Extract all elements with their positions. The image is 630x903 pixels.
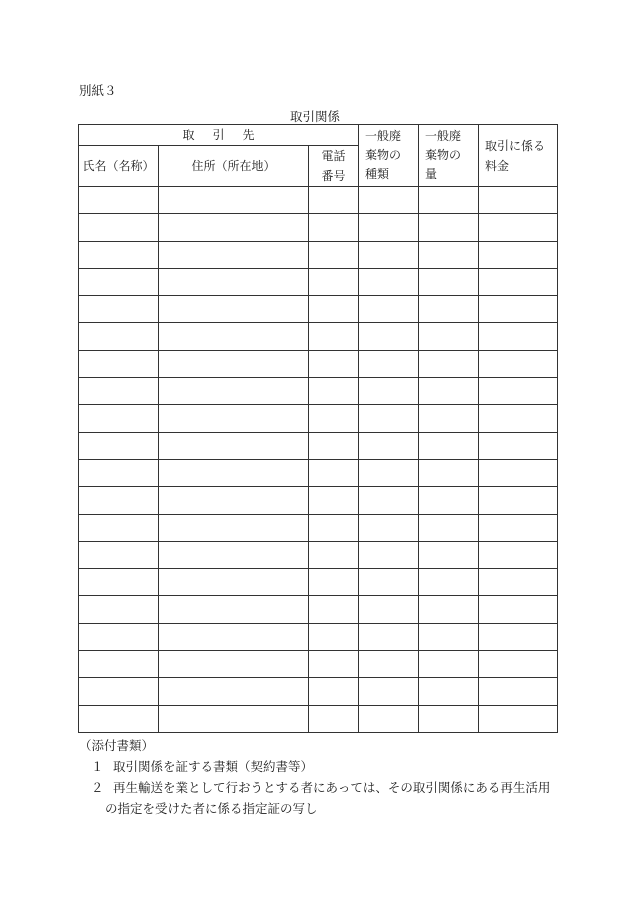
- table-row: [79, 432, 558, 459]
- cell-waste-amount: [419, 705, 479, 732]
- table-row: [79, 623, 558, 650]
- cell-address: [159, 432, 309, 459]
- cell-name: [79, 350, 159, 377]
- cell-waste-amount: [419, 487, 479, 514]
- cell-address: [159, 214, 309, 241]
- cell-phone: [309, 214, 359, 241]
- cell-waste-type: [359, 432, 419, 459]
- cell-fee: [479, 187, 558, 214]
- cell-name: [79, 187, 159, 214]
- table-row: [79, 705, 558, 732]
- cell-fee: [479, 405, 558, 432]
- cell-name: [79, 514, 159, 541]
- cell-waste-type: [359, 541, 419, 568]
- cell-phone: [309, 378, 359, 405]
- cell-name: [79, 541, 159, 568]
- header-waste-type: 一般廃 棄物の 種類: [359, 125, 419, 187]
- cell-name: [79, 214, 159, 241]
- cell-name: [79, 678, 159, 705]
- cell-name: [79, 432, 159, 459]
- cell-name: [79, 705, 159, 732]
- cell-address: [159, 487, 309, 514]
- document-title: 取引関係: [289, 109, 340, 124]
- cell-address: [159, 268, 309, 295]
- cell-fee: [479, 514, 558, 541]
- cell-address: [159, 678, 309, 705]
- cell-waste-type: [359, 514, 419, 541]
- cell-phone: [309, 623, 359, 650]
- cell-fee: [479, 623, 558, 650]
- cell-phone: [309, 296, 359, 323]
- table-row: [79, 378, 558, 405]
- cell-phone: [309, 678, 359, 705]
- cell-name: [79, 296, 159, 323]
- cell-waste-amount: [419, 514, 479, 541]
- cell-name: [79, 596, 159, 623]
- cell-address: [159, 705, 309, 732]
- cell-waste-type: [359, 241, 419, 268]
- cell-fee: [479, 268, 558, 295]
- table-row: [79, 268, 558, 295]
- cell-waste-type: [359, 623, 419, 650]
- cell-waste-amount: [419, 378, 479, 405]
- table-row: [79, 678, 558, 705]
- cell-phone: [309, 459, 359, 486]
- cell-name: [79, 651, 159, 678]
- cell-fee: [479, 296, 558, 323]
- cell-waste-amount: [419, 569, 479, 596]
- cell-waste-type: [359, 296, 419, 323]
- cell-waste-type: [359, 268, 419, 295]
- table-row: [79, 323, 558, 350]
- cell-waste-amount: [419, 214, 479, 241]
- cell-name: [79, 459, 159, 486]
- table-row: [79, 214, 558, 241]
- cell-address: [159, 378, 309, 405]
- cell-phone: [309, 705, 359, 732]
- cell-fee: [479, 596, 558, 623]
- header-partner: 取 引 先: [79, 125, 359, 146]
- cell-phone: [309, 651, 359, 678]
- table-row: [79, 241, 558, 268]
- cell-phone: [309, 323, 359, 350]
- cell-waste-type: [359, 487, 419, 514]
- cell-name: [79, 323, 159, 350]
- table-row: [79, 459, 558, 486]
- cell-address: [159, 514, 309, 541]
- cell-waste-amount: [419, 678, 479, 705]
- cell-phone: [309, 432, 359, 459]
- header-fee: 取引に係る 料金: [479, 125, 558, 187]
- cell-fee: [479, 705, 558, 732]
- cell-phone: [309, 541, 359, 568]
- cell-fee: [479, 350, 558, 377]
- cell-waste-type: [359, 214, 419, 241]
- cell-address: [159, 323, 309, 350]
- cell-phone: [309, 487, 359, 514]
- attachments-heading: （添付書類）: [79, 738, 155, 753]
- table-row: [79, 651, 558, 678]
- cell-address: [159, 459, 309, 486]
- cell-fee: [479, 651, 558, 678]
- attachment-item-2-continuation: の指定を受けた者に係る指定証の写し: [105, 801, 318, 816]
- transaction-table: [78, 124, 558, 733]
- cell-waste-amount: [419, 187, 479, 214]
- cell-phone: [309, 241, 359, 268]
- table-row: [79, 541, 558, 568]
- cell-waste-type: [359, 705, 419, 732]
- cell-waste-amount: [419, 623, 479, 650]
- cell-address: [159, 569, 309, 596]
- cell-waste-type: [359, 323, 419, 350]
- cell-phone: [309, 596, 359, 623]
- attachment-item-1: １ 取引関係を証する書類（契約書等）: [91, 759, 314, 774]
- cell-waste-amount: [419, 241, 479, 268]
- cell-waste-type: [359, 678, 419, 705]
- cell-waste-type: [359, 459, 419, 486]
- table-row: [79, 296, 558, 323]
- header-address: 住所（所在地）: [159, 146, 309, 187]
- cell-fee: [479, 241, 558, 268]
- cell-waste-type: [359, 405, 419, 432]
- cell-fee: [479, 214, 558, 241]
- cell-fee: [479, 487, 558, 514]
- cell-address: [159, 651, 309, 678]
- cell-waste-amount: [419, 296, 479, 323]
- cell-waste-amount: [419, 651, 479, 678]
- cell-waste-amount: [419, 432, 479, 459]
- cell-waste-amount: [419, 268, 479, 295]
- cell-waste-type: [359, 187, 419, 214]
- cell-fee: [479, 459, 558, 486]
- cell-phone: [309, 187, 359, 214]
- cell-phone: [309, 569, 359, 596]
- table-row: [79, 350, 558, 377]
- cell-waste-type: [359, 596, 419, 623]
- table-row: [79, 487, 558, 514]
- header-phone: 電話 番号: [309, 146, 359, 187]
- attachment-item-2: ２ 再生輸送を業として行おうとする者にあっては、その取引関係にある再生活用: [91, 780, 551, 795]
- table-row: [79, 596, 558, 623]
- cell-name: [79, 241, 159, 268]
- cell-name: [79, 405, 159, 432]
- cell-name: [79, 623, 159, 650]
- cell-phone: [309, 268, 359, 295]
- cell-waste-type: [359, 651, 419, 678]
- cell-fee: [479, 569, 558, 596]
- cell-waste-amount: [419, 323, 479, 350]
- cell-address: [159, 596, 309, 623]
- header-waste-amount: 一般廃 棄物の 量: [419, 125, 479, 187]
- cell-address: [159, 350, 309, 377]
- header-name: 氏名（名称）: [79, 146, 159, 187]
- cell-waste-amount: [419, 459, 479, 486]
- cell-waste-amount: [419, 350, 479, 377]
- attachments-section: [79, 735, 559, 819]
- cell-waste-amount: [419, 596, 479, 623]
- table-row: [79, 569, 558, 596]
- cell-fee: [479, 678, 558, 705]
- cell-address: [159, 541, 309, 568]
- cell-name: [79, 268, 159, 295]
- cell-waste-type: [359, 350, 419, 377]
- cell-fee: [479, 323, 558, 350]
- cell-name: [79, 378, 159, 405]
- cell-fee: [479, 432, 558, 459]
- table-row: [79, 514, 558, 541]
- table-row: [79, 405, 558, 432]
- cell-phone: [309, 350, 359, 377]
- cell-address: [159, 405, 309, 432]
- cell-phone: [309, 405, 359, 432]
- cell-waste-amount: [419, 541, 479, 568]
- cell-phone: [309, 514, 359, 541]
- attachment-label: 別紙３: [79, 83, 117, 98]
- cell-name: [79, 487, 159, 514]
- table-row: [79, 187, 558, 214]
- cell-address: [159, 241, 309, 268]
- cell-fee: [479, 378, 558, 405]
- cell-address: [159, 623, 309, 650]
- cell-address: [159, 296, 309, 323]
- cell-waste-type: [359, 569, 419, 596]
- cell-waste-type: [359, 378, 419, 405]
- cell-name: [79, 569, 159, 596]
- cell-fee: [479, 541, 558, 568]
- cell-waste-amount: [419, 405, 479, 432]
- cell-address: [159, 187, 309, 214]
